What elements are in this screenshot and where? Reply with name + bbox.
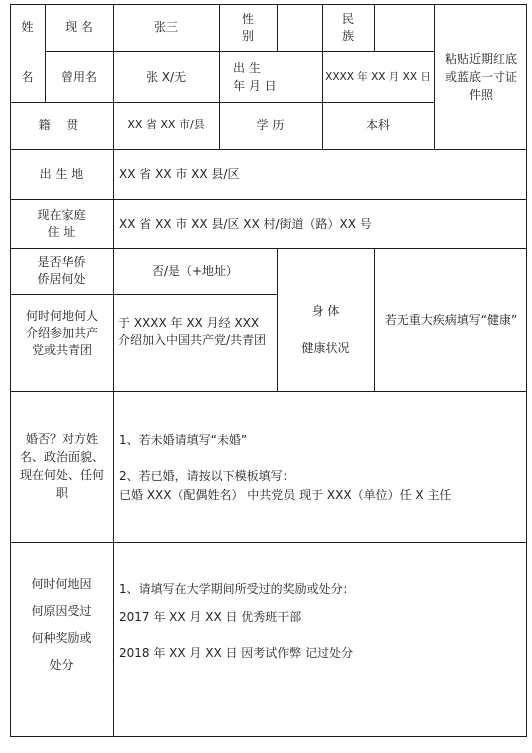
overseas-label-top: 是否华侨 (37, 255, 86, 269)
row-line (45, 51, 434, 52)
current-name-label: 现 名 (65, 20, 93, 34)
overseas-label-bottom: 侨居何处 (37, 272, 86, 286)
gender-label-top: 性 (241, 12, 254, 26)
ethnicity-label-top: 民 (341, 12, 354, 26)
education-label: 学 历 (256, 118, 285, 132)
education-field[interactable]: 本科 (365, 118, 390, 132)
address-label-top: 现在家庭 (37, 208, 86, 222)
former-name-label: 曾用名 (60, 70, 97, 84)
frame-right (526, 4, 527, 737)
party-label: 何时何地何人介绍参加共产党或共青团 (26, 309, 99, 357)
awards-label-4: 处分 (49, 658, 74, 672)
birthplace-label: 出 生 地 (39, 167, 84, 181)
row-line (10, 391, 527, 392)
marriage-instruction-1: 1、若未婚请填写“未婚” (119, 433, 248, 447)
gender-field[interactable] (277, 19, 322, 35)
native-place-field[interactable]: XX 省 XX 市/县 (127, 118, 205, 131)
row-line (10, 199, 527, 200)
birth-date-field[interactable]: XXXX 年 XX 月 XX 日 (325, 71, 431, 83)
birth-label-bottom: 年 月 日 (233, 79, 277, 93)
col-line (113, 149, 114, 737)
former-name-field[interactable]: 张 X/无 (145, 70, 187, 84)
birth-label-top: 出 生 (233, 61, 261, 75)
marriage-label: 婚否？对方姓名、政治面貌、现在何处、任何职 (19, 432, 104, 500)
col-line (374, 248, 375, 391)
native-place-label: 籍 贯 (38, 118, 85, 132)
row-line (10, 248, 527, 249)
frame-top (10, 4, 527, 5)
party-field[interactable]: 于 XXXX 年 XX 月经 XXX 介绍加入中国共产党/共青团 (118, 316, 267, 347)
marriage-instruction-2: 2、若已婚，请按以下模板填写： (119, 469, 295, 483)
health-label-bottom: 健康状况 (301, 341, 350, 355)
awards-entry-1[interactable]: 2017 年 XX 月 XX 日 优秀班干部 (119, 610, 302, 624)
awards-label-2: 何原因受过 (31, 604, 92, 618)
awards-label-3: 何种奖励或 (31, 631, 92, 645)
col-line (434, 4, 435, 149)
row-line (10, 542, 527, 543)
row-line (10, 294, 278, 295)
address-label-bottom: 住 址 (47, 225, 76, 239)
photo-note: 粘贴近期红底或蓝底一寸证件照 (444, 52, 517, 102)
frame-bottom (10, 736, 527, 737)
marriage-template[interactable]: 已婚 XXX（配偶姓名） 中共党员 现于 XXX（单位）任 X 主任 (119, 488, 452, 502)
health-field[interactable]: 若无重大疾病填写“健康” (384, 313, 518, 327)
ethnicity-label-bottom: 族 (341, 29, 354, 43)
gender-label-bottom: 别 (241, 29, 254, 43)
awards-instruction: 1、请填写在大学期间所受过的奖励或处分： (119, 582, 355, 596)
current-name-field[interactable]: 张三 (153, 20, 178, 34)
overseas-field[interactable]: 否/是（+地址） (151, 264, 239, 278)
row-line (10, 102, 434, 103)
name-label-top: 姓 (21, 20, 34, 34)
col-line (277, 248, 278, 391)
health-label-top: 身 体 (311, 304, 340, 318)
name-label-bottom: 名 (21, 70, 34, 84)
awards-label-1: 何时何地因 (31, 577, 92, 591)
row-line (10, 149, 527, 150)
ethnicity-field[interactable] (374, 19, 434, 35)
address-field[interactable]: XX 省 XX 市 XX 县/区 XX 村/街道（路）XX 号 (119, 217, 372, 231)
frame-left (10, 4, 11, 737)
awards-entry-2[interactable]: 2018 年 XX 月 XX 日 因考试作弊 记过处分 (119, 646, 354, 660)
birthplace-field[interactable]: XX 省 XX 市 XX 县/区 (119, 167, 240, 181)
